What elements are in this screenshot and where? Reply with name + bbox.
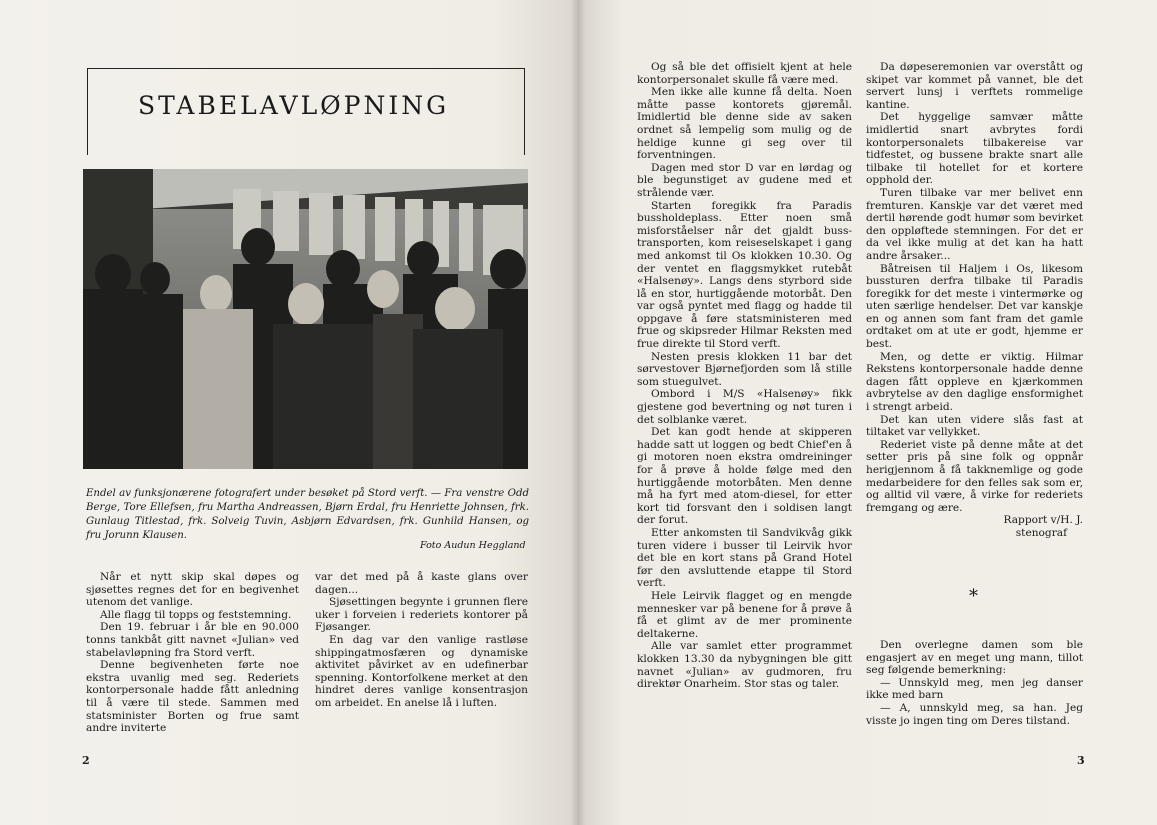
paragraph: Hele Leirvik flagget og en mengde mennesker var på benene for å prøve å få et glimt av de mer prominente deltakerne. [637, 589, 852, 640]
paragraph: Den overlegne damen som ble engasjert av en meget ung mann, tillot seg følgende bemerkning: [866, 639, 1083, 677]
group-photo-image [83, 169, 528, 469]
paragraph: Ombord i M/S «Halsenøy» fikk gjestene god bevertning og nøt turen i det solblanke været. [637, 388, 852, 426]
page-number-left: 2 [82, 754, 90, 767]
paragraph: Den 19. februar i år ble en 90.000 tonns tankbåt gitt navnet «Julian» ved stabelavløpning fra Stord verft. [86, 621, 299, 659]
paragraph: Rederiet viste på denne måte at det setter pris på sine folk og oppnår herigjennom å få takknemlige og gode medarbeidere for den felles sak som er, og alltid vil være, å virke for rederiets fremgang og ære. [866, 438, 1083, 514]
paragraph: Turen tilbake var mer belivet enn fremturen. Kanskje var det været med dertil hørende godt humør som bevirket den oppløftede stemningen. For det er da vel ikke mulig at det kan ha hatt andre årsaker... [866, 186, 1083, 262]
paragraph: Denne begivenheten førte noe ekstra uvanlig med seg. Rederiets kontorpersonale hadde fått anledning til å være til stede. Sammen med statsminister Borten og frue samt andre inviterte [86, 659, 299, 735]
group-photo [83, 169, 528, 469]
left-column-1 [86, 571, 299, 735]
paragraph: Det hyggelige samvær måtte imidlertid snart avbrytes fordi kontorpersonalets tilbakereise var tidfestet, og bussene brakte snart alle tilbake til hotellet for et kortere opphold der. [866, 111, 1083, 187]
paragraph: Men ikke alle kunne få delta. Noen måtte passe kontorets gjøremål. Imidlertid ble denne side av saken ordnet så lempelig som mulig og de heldige kunne gi seg over til forventningen. [637, 86, 852, 162]
paragraph: Nesten presis klokken 11 bar det sørvestover Bjørnefjorden som lå stille som stuegulvet. [637, 350, 852, 388]
page-number-right: 3 [1077, 754, 1085, 767]
signature-role: stenograf [1015, 526, 1067, 539]
paragraph: Når et nytt skip skal døpes og sjøsettes regnes det for en begivenhet utenom det vanlige. [86, 571, 299, 609]
signature: Rapport v/H. J. [1003, 514, 1083, 527]
paragraph: Men, og dette er viktig. Hilmar Rekstens kontorpersonale hadde denne dagen fått oppleve en kjærkommen avbrytelse av den daglige ensformighet i strengt arbeid. [866, 350, 1083, 414]
book-spine-shadow [570, 0, 586, 825]
left-page [0, 0, 578, 825]
paragraph: Sjøsettingen begynte i grunnen flere uker i forveien i rederiets kontorer på Fjøsanger. [315, 596, 528, 634]
right-column-3 [866, 639, 1083, 727]
paragraph: Etter ankomsten til Sandvikvåg gikk turen videre i busser til Leirvik hvor det ble en kort stans på Grand Hotel før den avsluttende etappe til Stord verft. [637, 526, 852, 590]
separator-asterisk: ⁎ [969, 580, 978, 601]
paragraph: Starten foregikk fra Paradis bussholdeplass. Etter noen små misforståelser når det gjaldt buss-transporten, kom reiseselskapet i gang med ankomst til Os klokken 10.30. Og der ventet en flaggsmykket rutebåt «Halsenøy». Langs dens styrbord side lå en stor, hurtiggående motorbåt. Den var også pyntet med flagg og hadde til oppgave å føre statsministeren med frue og skipsreder Hilmar Reksten med frue direkte til Stord verft. [637, 199, 852, 351]
paragraph: Alle flagg til topps og feststemning. [100, 608, 292, 621]
paragraph: — Unnskyld meg, men jeg danser ikke med barn [866, 676, 1083, 702]
paragraph: — A, unnskyld meg, sa han. Jeg visste jo ingen ting om Deres tilstand. [866, 701, 1083, 727]
photo-credit: Foto Audun Heggland [420, 540, 526, 551]
paragraph: var det med på å kaste glans over dagen... [315, 571, 528, 596]
left-column-2 [315, 571, 528, 710]
right-column-2 [866, 61, 1083, 540]
article-title: STABELAVLØPNING [138, 91, 450, 120]
paragraph: Da døpeseremonien var overstått og skipet var kommet på vannet, ble det servert lunsj i verftets rommelige kantine. [866, 61, 1083, 111]
paragraph: En dag var den vanlige rastløse shippingatmosfæren og dynamiske aktivitet påvirket av en udefinerbar spenning. Kontorfolkene merket at den hindret deres vanlige konsentrasjon om arbeidet. En anelse lå i luften. [315, 633, 528, 709]
paragraph: Og så ble det offisielt kjent at hele kontorpersonalet skulle få være med. [637, 61, 852, 86]
photo-caption: Endel av funksjonærene fotografert under besøket på Stord verft. — Fra venstre Odd Berge, Tore Ellefsen, fru Martha Andreassen, Bjørn Erdal, fru Henriette Johnsen, frk. Gunlaug Titlestad, frk. Solveig Tuvin, Asbjørn Edvardsen, frk. Gunhild Hansen, og fru Jorunn Klausen. [86, 488, 529, 541]
paragraph: Alle var samlet etter programmet klokken 13.30 da nybygningen ble gitt navnet «Julian» av gudmoren, fru direktør Onarheim. Stor stas og taler. [637, 640, 852, 691]
right-column-1 [637, 61, 852, 691]
paragraph: Dagen med stor D var en lørdag og ble begunstiget av gudene med et strålende vær. [637, 161, 852, 199]
paragraph: Det kan godt hende at skipperen hadde satt ut loggen og bedt Chief'en å gi motoren noen ekstra omdreininger for å prøve å holde følge med den hurtiggående motorbåten. Men denne må ha fyrt med atom-diesel, for etter kort tid forsvant den i soldisen langt der forut. [637, 426, 852, 527]
paragraph: Det kan uten videre slås fast at tiltaket var vellykket. [866, 413, 1083, 439]
paragraph: Båtreisen til Haljem i Os, likesom bussturen derfra tilbake til Paradis foregikk for det meste i vintermørke og uten særlige hendelser. Det var kanskje en og annen som fant fram det gamle ordtaket om at ute er godt, hjemme er best. [866, 262, 1083, 351]
title-frame [87, 68, 525, 155]
